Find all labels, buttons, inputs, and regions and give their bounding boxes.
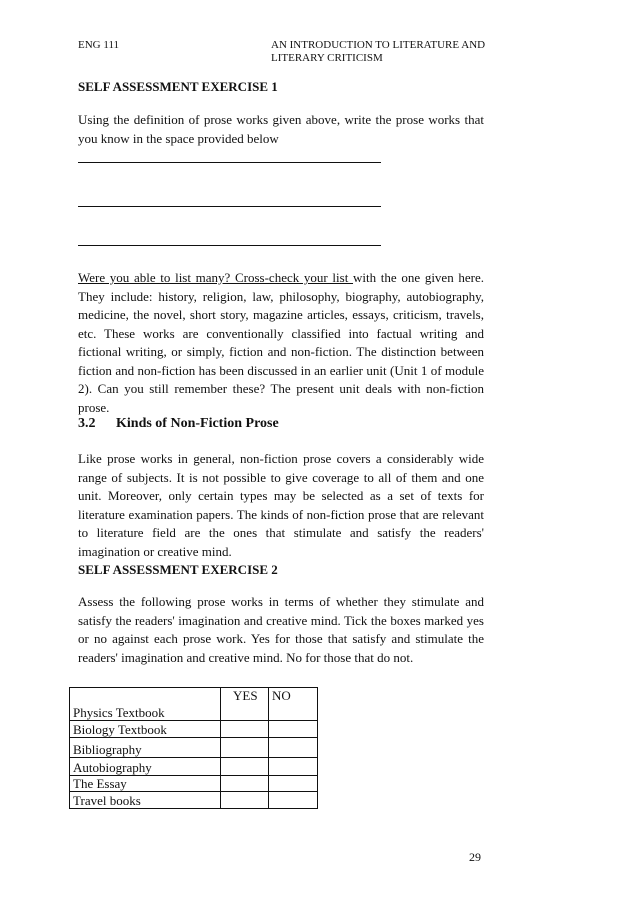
review-text: with the one given here. They include: history, religion, law, philosophy, biography, autobiography, medicine, the novel, short story, magazine articles, essays, criticism, travels, etc. These works are conventionally classified into factual writing and fictional writing, or simply, fiction and non-fiction. The distinction between fiction and non-fiction has been discussed in an earlier unit (Unit 1 of module 2). Can you still remember these? The present unit deals with non-fiction prose. [78, 270, 485, 415]
page-number: 29 [469, 850, 481, 864]
yes-checkbox-cell[interactable] [221, 738, 269, 758]
row-label: The Essay [70, 776, 221, 792]
no-checkbox-cell[interactable] [269, 776, 318, 792]
table-row [70, 792, 318, 809]
row-label: Bibliography [70, 738, 221, 758]
no-header: NO [269, 688, 318, 721]
course-code: ENG 111 [78, 39, 120, 51]
exercise1-heading: SELF ASSESSMENT EXERCISE 1 [78, 79, 278, 94]
row-label: Physics Textbook [70, 688, 221, 721]
table-header-row [70, 688, 318, 721]
yes-checkbox-cell[interactable] [221, 792, 269, 809]
yes-checkbox-cell[interactable] [221, 758, 269, 776]
exercise1-instruction: Using the definition of prose works given above, write the prose works that you know in the space provided below [78, 112, 484, 146]
section-title: Kinds of Non-Fiction Prose [116, 416, 279, 431]
answer-line-3 [78, 245, 381, 246]
running-title-line2: LITERARY CRITICISM [271, 52, 383, 64]
no-checkbox-cell[interactable] [269, 758, 318, 776]
table-row [70, 758, 318, 776]
section-body: Like prose works in general, non-fiction prose covers a considerably wide range of subjects. It is not possible to give coverage to all of them and one unit. Moreover, only certain types may be selected as a set of texts for literature examination papers. The kinds of non-fiction prose that are relevant to literature field are the ones that stimulate and satisfy the readers' imagination or creative mind. [78, 451, 484, 559]
section-number: 3.2 [78, 416, 96, 431]
yes-checkbox-cell[interactable] [221, 776, 269, 792]
section-heading [78, 416, 279, 432]
review-underlined-lead: Were you able to list many? Cross-check your list [78, 270, 354, 285]
answer-line-2 [78, 206, 381, 207]
running-title-line1: AN INTRODUCTION TO LITERATURE AND [271, 39, 486, 51]
no-checkbox-cell[interactable] [269, 738, 318, 758]
exercise2-instruction: Assess the following prose works in terms of whether they stimulate and satisfy the readers' imagination and creative mind. Tick the boxes marked yes or no against each prose work. Yes for those that satisfy and stimulate the readers' imagination and creative mind. No for those that do not. [78, 594, 484, 665]
review-paragraph [78, 269, 484, 417]
prose-assessment-table [69, 687, 318, 809]
table-row [70, 776, 318, 792]
answer-line-1 [78, 162, 381, 163]
row-label: Autobiography [70, 758, 221, 776]
table-row [70, 738, 318, 758]
yes-checkbox-cell[interactable] [221, 721, 269, 738]
running-title [271, 39, 501, 65]
row-label: Travel books [70, 792, 221, 809]
row-label: Biology Textbook [70, 721, 221, 738]
table-row [70, 721, 318, 738]
exercise2-heading: SELF ASSESSMENT EXERCISE 2 [78, 562, 278, 577]
no-checkbox-cell[interactable] [269, 792, 318, 809]
no-checkbox-cell[interactable] [269, 721, 318, 738]
yes-header: YES [221, 688, 269, 721]
